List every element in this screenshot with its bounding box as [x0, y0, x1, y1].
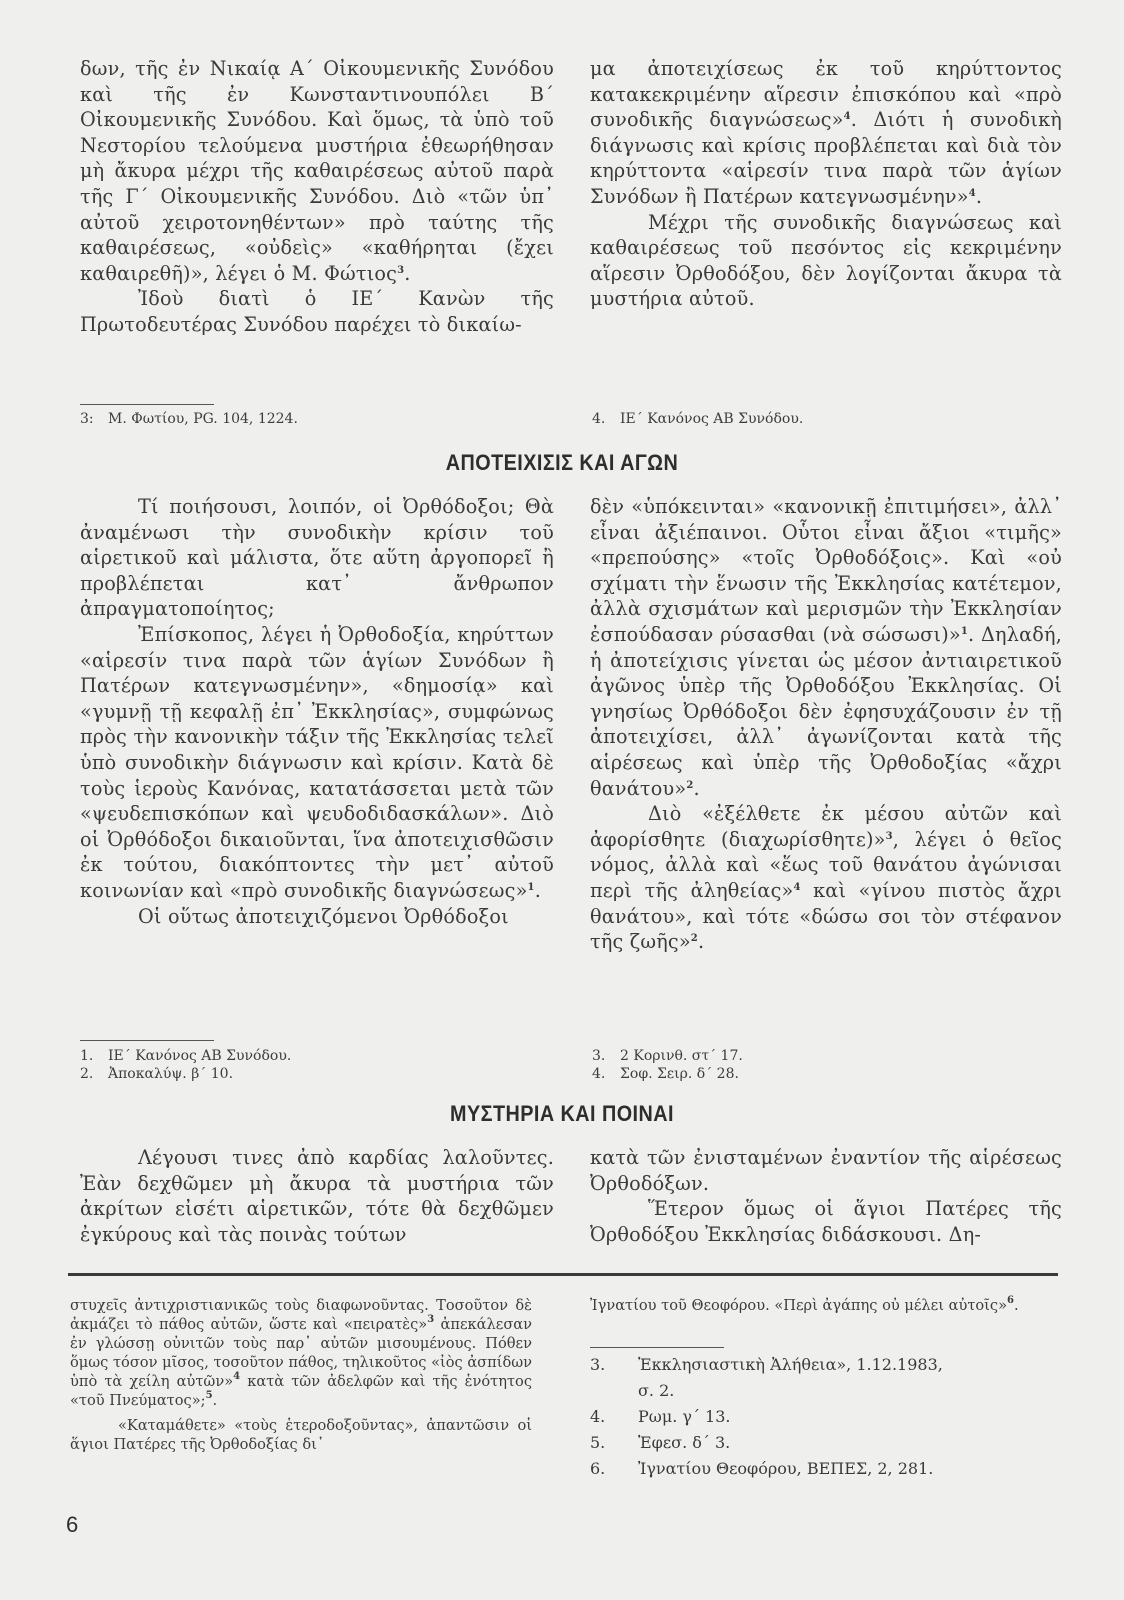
paragraph: Ἰγνατίου τοῦ Θεοφόρου. «Περὶ ἀγάπης οὐ μέλει αὐτοῖς»$^6$.: [590, 1295, 1019, 1314]
section-divider: [68, 1273, 1058, 1276]
paragraph: «Καταμάθετε» «τοὺς ἑτεροδοξοῦντας», ἀπαντῶσιν οἱ ἅγιοι Πατέρες τῆς Ὀρθοδοξίας δι᾽: [70, 1417, 532, 1453]
footnote: 6. Ἰγνατίου Θεοφόρου, ΒΕΠΕΣ, 2, 281.: [590, 1459, 934, 1478]
section2-right-column: [590, 1145, 1062, 1247]
footnote: 4. Ρωμ. γ΄ 13.: [590, 1407, 731, 1426]
paragraph: δων, τῆς ἐν Νικαίᾳ Α΄ Οἰκουμενικῆς Συνόδου καὶ τῆς ἐν Κωνσταντινουπόλει Β΄ Οἰκουμενικῆς Συνόδου. Καὶ ὅμως, τὰ ὑπὸ τοῦ Νεστορίου τελούμενα μυστήρια ἐθεωρήθησαν μὴ ἄκυρα μέχρι τῆς καθαιρέσεως αὐτοῦ παρὰ τῆς Γ΄ Οἰκουμενικῆς Συνόδου. Διὸ «τῶν ὑπ᾽ αὐτοῦ χειροτονηθέντων» πρὸ ταύτης τῆς καθαιρέσεως, «οὐδεὶς» «καθήρηται (ἔχει καθαιρεθῆ)», λέγει ὁ Μ. Φώτιος$^3$.: [80, 57, 554, 285]
section-heading: ΜΥΣΤΗΡΙΑ ΚΑΙ ΠΟΙΝΑΙ: [450, 1101, 674, 1126]
footnote-rule: [80, 404, 214, 405]
bottom-right-column: [590, 1296, 1052, 1315]
paragraph: Οἱ οὕτως ἀποτειχιζόμενοι Ὀρθόδοξοι: [138, 904, 509, 928]
section1-right-column: [590, 494, 1062, 955]
footnote-rule: [80, 1040, 214, 1041]
section-heading: ΑΠΟΤΕΙΧΙΣΙΣ ΚΑΙ ΑΓΩΝ: [445, 450, 679, 475]
footnote: 5. Ἐφεσ. δ΄ 3.: [590, 1433, 731, 1452]
paragraph: Ἐπίσκοπος, λέγει ἡ Ὀρθοδοξία, κηρύττων «αἱρεσίν τινα παρὰ τῶν ἁγίων Συνόδων ἢ Πατέρων κατεγνωσμένην», «δημοσίᾳ» καὶ «γυμνῇ τῇ κεφαλῇ ἐπ᾽ Ἐκκλησίας», συμφώνως πρὸς τὴν κανονικὴν τάξιν τῆς Ἐκκλησίας τελεῖ ὑπὸ συνοδικὴν διάγνωσιν καὶ κρίσιν. Κατὰ δὲ τοὺς ἱεροὺς Κανόνας, κατατάσσεται μετὰ τῶν «ψευδεπισκόπων καὶ ψευδοδιδασκάλων». Διὸ οἱ Ὀρθόδοξοι δικαιοῦνται, ἵνα ἀποτειχισθῶσιν ἐκ τούτου, διακόπτοντες τὴν μετ᾽ αὐτοῦ κοινωνίαν καὶ «πρὸ συνοδικῆς διαγνώσεως»$^1$.: [80, 622, 554, 902]
footnote-rule: [590, 1347, 724, 1348]
paragraph: Ἰδοὺ διατὶ ὁ ΙΕ΄ Κανὼν τῆς Πρωτοδευτέρας Συνόδου παρέχει τὸ δικαίω-: [80, 287, 554, 336]
footnote: 3. 2 Κορινθ. στ΄ 17.: [592, 1048, 743, 1064]
footnote: 2. Ἀποκαλύψ. β΄ 10.: [80, 1066, 234, 1082]
paragraph: Μέχρι τῆς συνοδικῆς διαγνώσεως καὶ καθαιρέσεως τοῦ πεσόντος εἰς κεκριμένην αἵρεσιν Ὀρθοδόξου, δὲν λογίζονται ἄκυρα τὰ μυστήρια αὐτοῦ.: [590, 210, 1062, 311]
footnote-list: [590, 1352, 943, 1482]
paragraph: Ἕτερον ὅμως οἱ ἅγιοι Πατέρες τῆς Ὀρθοδόξου Ἐκκλησίας διδάσκουσι. Δη-: [590, 1197, 1062, 1246]
section2-left-column: [80, 1145, 554, 1247]
footnote: 3. Ἐκκλησιαστικὴ Ἀλήθεια», 1.12.1983,: [590, 1355, 943, 1374]
footnote: 3: Μ. Φωτίου, PG. 104, 1224.: [80, 411, 298, 427]
top-right-column: [590, 56, 1062, 312]
footnote: 1. ΙΕ΄ Κανόνος ΑΒ Συνόδου.: [80, 1048, 292, 1064]
top-left-column: [80, 56, 554, 338]
paragraph: Διὸ «ἐξέλθετε ἐκ μέσου αὐτῶν καὶ ἀφορίσθητε (διαχωρίσθητε)»$^3$, λέγει ὁ θεῖος νόμος, ἀλλὰ καὶ «ἕως τοῦ θανάτου ἀγώνισαι περὶ τῆς ἀληθείας»$^4$ καὶ «γίνου πιστὸς ἄχρι θανάτου», καὶ τότε «δώσω σοι τὸν στέφανον τῆς ζωῆς»$^2$.: [590, 802, 1062, 954]
paragraph: μα ἀποτειχίσεως ἐκ τοῦ κηρύττοντος κατακεκριμένην αἵρεσιν ἐπισκόπου καὶ «πρὸ συνοδικῆς διαγνώσεως»$^4$. Διότι ἡ συνοδικὴ διάγνωσις καὶ κρίσις προβλέπεται καὶ διὰ τὸν κηρύττοντα «αἱρεσίν τινα παρὰ τῶν ἁγίων Συνόδων ἢ Πατέρων κατεγνωσμένην»$^4$.: [590, 57, 1062, 208]
section1-left-column: [80, 494, 554, 929]
paragraph: δὲν «ὑπόκεινται» «κανονικῇ ἐπιτιμήσει», ἀλλ᾽ εἶναι ἀξιέπαινοι. Οὗτοι εἶναι ἄξιοι «τιμῆς» «πρεπούσης» «τοῖς Ὀρθοδόξοις». Καὶ «οὐ σχίματι τὴν ἕνωσιν τῆς Ἐκκλησίας κατέτεμον, ἀλλὰ σχισμάτων καὶ μερισμῶν τὴν Ἐκκλησίαν ἐσπούδασαν ρύσασθαι (νὰ σώσωσι)»$^1$. Δηλαδή, ἡ ἀποτείχισις γίνεται ὡς μέσον ἀντιαιρετικοῦ ἀγῶνος ὑπὲρ τῆς Ὀρθοδόξου Ἐκκλησίας. Οἱ γνησίως Ὀρθόδοξοι δὲν ἐφησυχάζουσιν ἐν τῇ ἀποτειχίσει, ἀλλ᾽ ἀγωνίζονται κατὰ τῆς αἱρέσεως καὶ ὑπὲρ τῆς Ὀρθοδοξίας «ἄχρι θανάτου»$^2$.: [590, 495, 1063, 800]
footnote-continuation: σ. 2.: [638, 1381, 675, 1400]
bottom-left-column: [70, 1296, 532, 1454]
page-number: 6: [66, 1512, 79, 1537]
footnote: 4. ΙΕ΄ Κανόνος ΑΒ Συνόδου.: [592, 411, 804, 427]
paragraph: κατὰ τῶν ἐνισταμένων ἐναντίον τῆς αἱρέσεως Ὀρθοδόξων.: [590, 1146, 1062, 1195]
paragraph: στυχεῖς ἀντιχριστιανικῶς τοὺς διαφωνοῦντας. Τοσοῦτον δὲ ἀκμάζει τὸ πάθος αὐτῶν, ὥστε καὶ «πειρατὲς»$^3$ ἀπεκάλεσαν ἐν γλώσσῃ οὐνιτῶν τοὺς παρ᾽ αὐτῶν μισουμένους. Πόθεν ὅμως τόσον μῖσος, τοσοῦτον πάθος, τηλικοῦτος «ἰὸς ἀσπίδων ὑπὸ τὰ χείλη αὐτῶν»$^4$ κατὰ τῶν ἀδελφῶν καὶ τῆς ἑνότητος «τοῦ Πνεύματος»;$^5$.: [70, 1297, 533, 1409]
paragraph: Λέγουσι τινες ἀπὸ καρδίας λαλοῦντες. Ἐὰν δεχθῶμεν μὴ ἄκυρα τὰ μυστήρια τῶν ἀκρίτων εἰσέτι αἱρετικῶν, τότε θὰ δεχθῶμεν ἐγκύρους καὶ τὰς ποινὰς τούτων: [80, 1146, 554, 1246]
footnote: 4. Σοφ. Σειρ. δ΄ 28.: [592, 1066, 739, 1082]
paragraph: Τί ποιήσουσι, λοιπόν, οἱ Ὀρθόδοξοι; Θὰ ἀναμένωσι τὴν συνοδικὴν κρίσιν τοῦ αἱρετικοῦ καὶ μάλιστα, ὅτε αὕτη ἀργοπορεῖ ἢ προβλέπεται κατ᾽ ἄνθρωπον ἀπραγματοποίητος;: [80, 495, 554, 621]
